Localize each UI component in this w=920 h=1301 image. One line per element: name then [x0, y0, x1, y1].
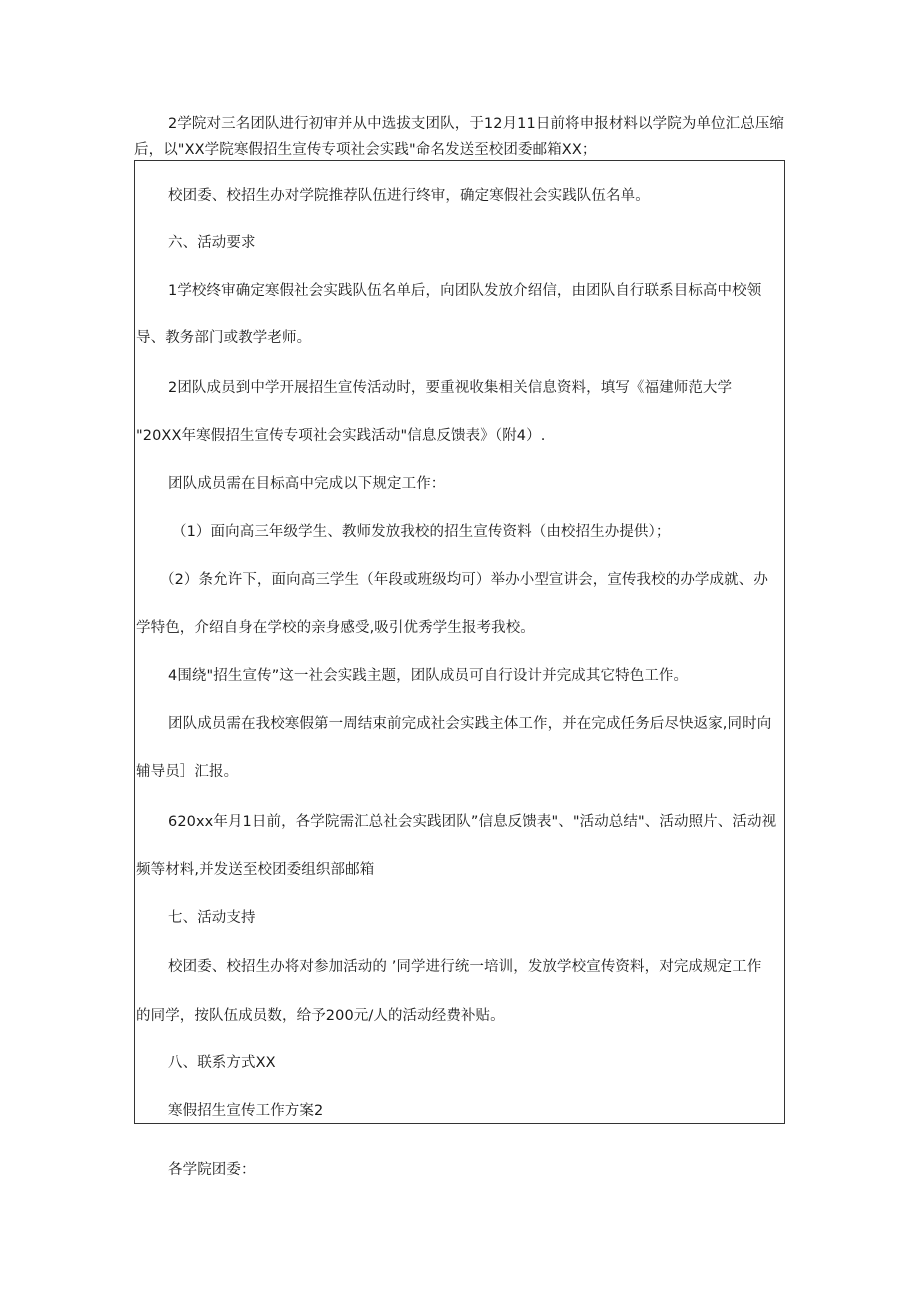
intro-paragraph-line-1: 2学院对三名团队进行初审并从中选拔支团队，于12月11日前将申报材料以学院为单位汇总压缩: [168, 116, 785, 132]
section-6-heading: 六、活动要求: [168, 235, 256, 251]
task-1-text: （1）面向高三年级学生、教师发放我校的招生宣传资料（由校招生办提供）；: [172, 524, 671, 540]
required-work-intro: 团队成员需在目标高中完成以下规定工作：: [168, 476, 446, 492]
task-2-line-1: （2）条允许下，面向高三学生（年段或班级均可）举办小型宣讲会，宣传我校的办学成就、办: [160, 572, 768, 588]
salutation: 各学院团委：: [168, 1162, 256, 1178]
section-8-heading: 八、联系方式XX: [168, 1055, 276, 1071]
requirement-2-line-2: "20XX年寒假招生宣传专项社会实践活动"信息反馈表》（附4）.: [136, 428, 546, 444]
bordered-content-box: [134, 160, 785, 1124]
final-review-text: 校团委、校招生办对学院推荐队伍进行终审，确定寒假社会实践队伍名单。: [168, 188, 650, 204]
requirement-4-text: 4围绕"招生宣传”这一社会实践主题，团队成员可自行设计并完成其它特色工作。: [168, 668, 689, 684]
requirement-5-line-1: 团队成员需在我校寒假第一周结束前完成社会实践主体工作，并在完成任务后尽快返家,同时向: [168, 716, 772, 732]
support-line-2: 的同学，按队伍成员数，给予200元/人的活动经费补贴。: [136, 1008, 505, 1024]
support-line-1: 校团委、校招生办将对参加活动的 ’同学进行统一培训，发放学校宣传资料，对完成规定工作: [168, 959, 762, 975]
section-7-heading: 七、活动支持: [168, 910, 256, 926]
requirement-6-line-1: 620xx年月1日前，各学院需汇总社会实践团队”信息反馈表"、"活动总结"、活动照片、活动视: [168, 814, 777, 830]
requirement-1-line-2: 导、教务部门或教学老师。: [136, 330, 312, 346]
task-2-line-2: 学特色，介绍自身在学校的亲身感受,吸引优秀学生报考我校。: [136, 620, 535, 636]
requirement-5-line-2: 辅导员］汇报。: [136, 764, 239, 780]
requirement-1-line-1: 1学校终审确定寒假社会实践队伍名单后，向团队发放介绍信，由团队自行联系目标高中校领: [168, 283, 762, 299]
requirement-2-line-1: 2团队成员到中学开展招生宣传活动时，要重视收集相关信息资料，填写《福建师范大学: [168, 380, 733, 396]
plan-2-title: 寒假招生宣传工作方案2: [168, 1103, 324, 1119]
intro-paragraph-line-2: 后，以"XX学院寒假招生宣传专项社会实践"命名发送至校团委邮箱XX；: [134, 142, 597, 158]
requirement-6-line-2: 频等材料,并发送至校团委组织部邮箱: [136, 862, 375, 878]
